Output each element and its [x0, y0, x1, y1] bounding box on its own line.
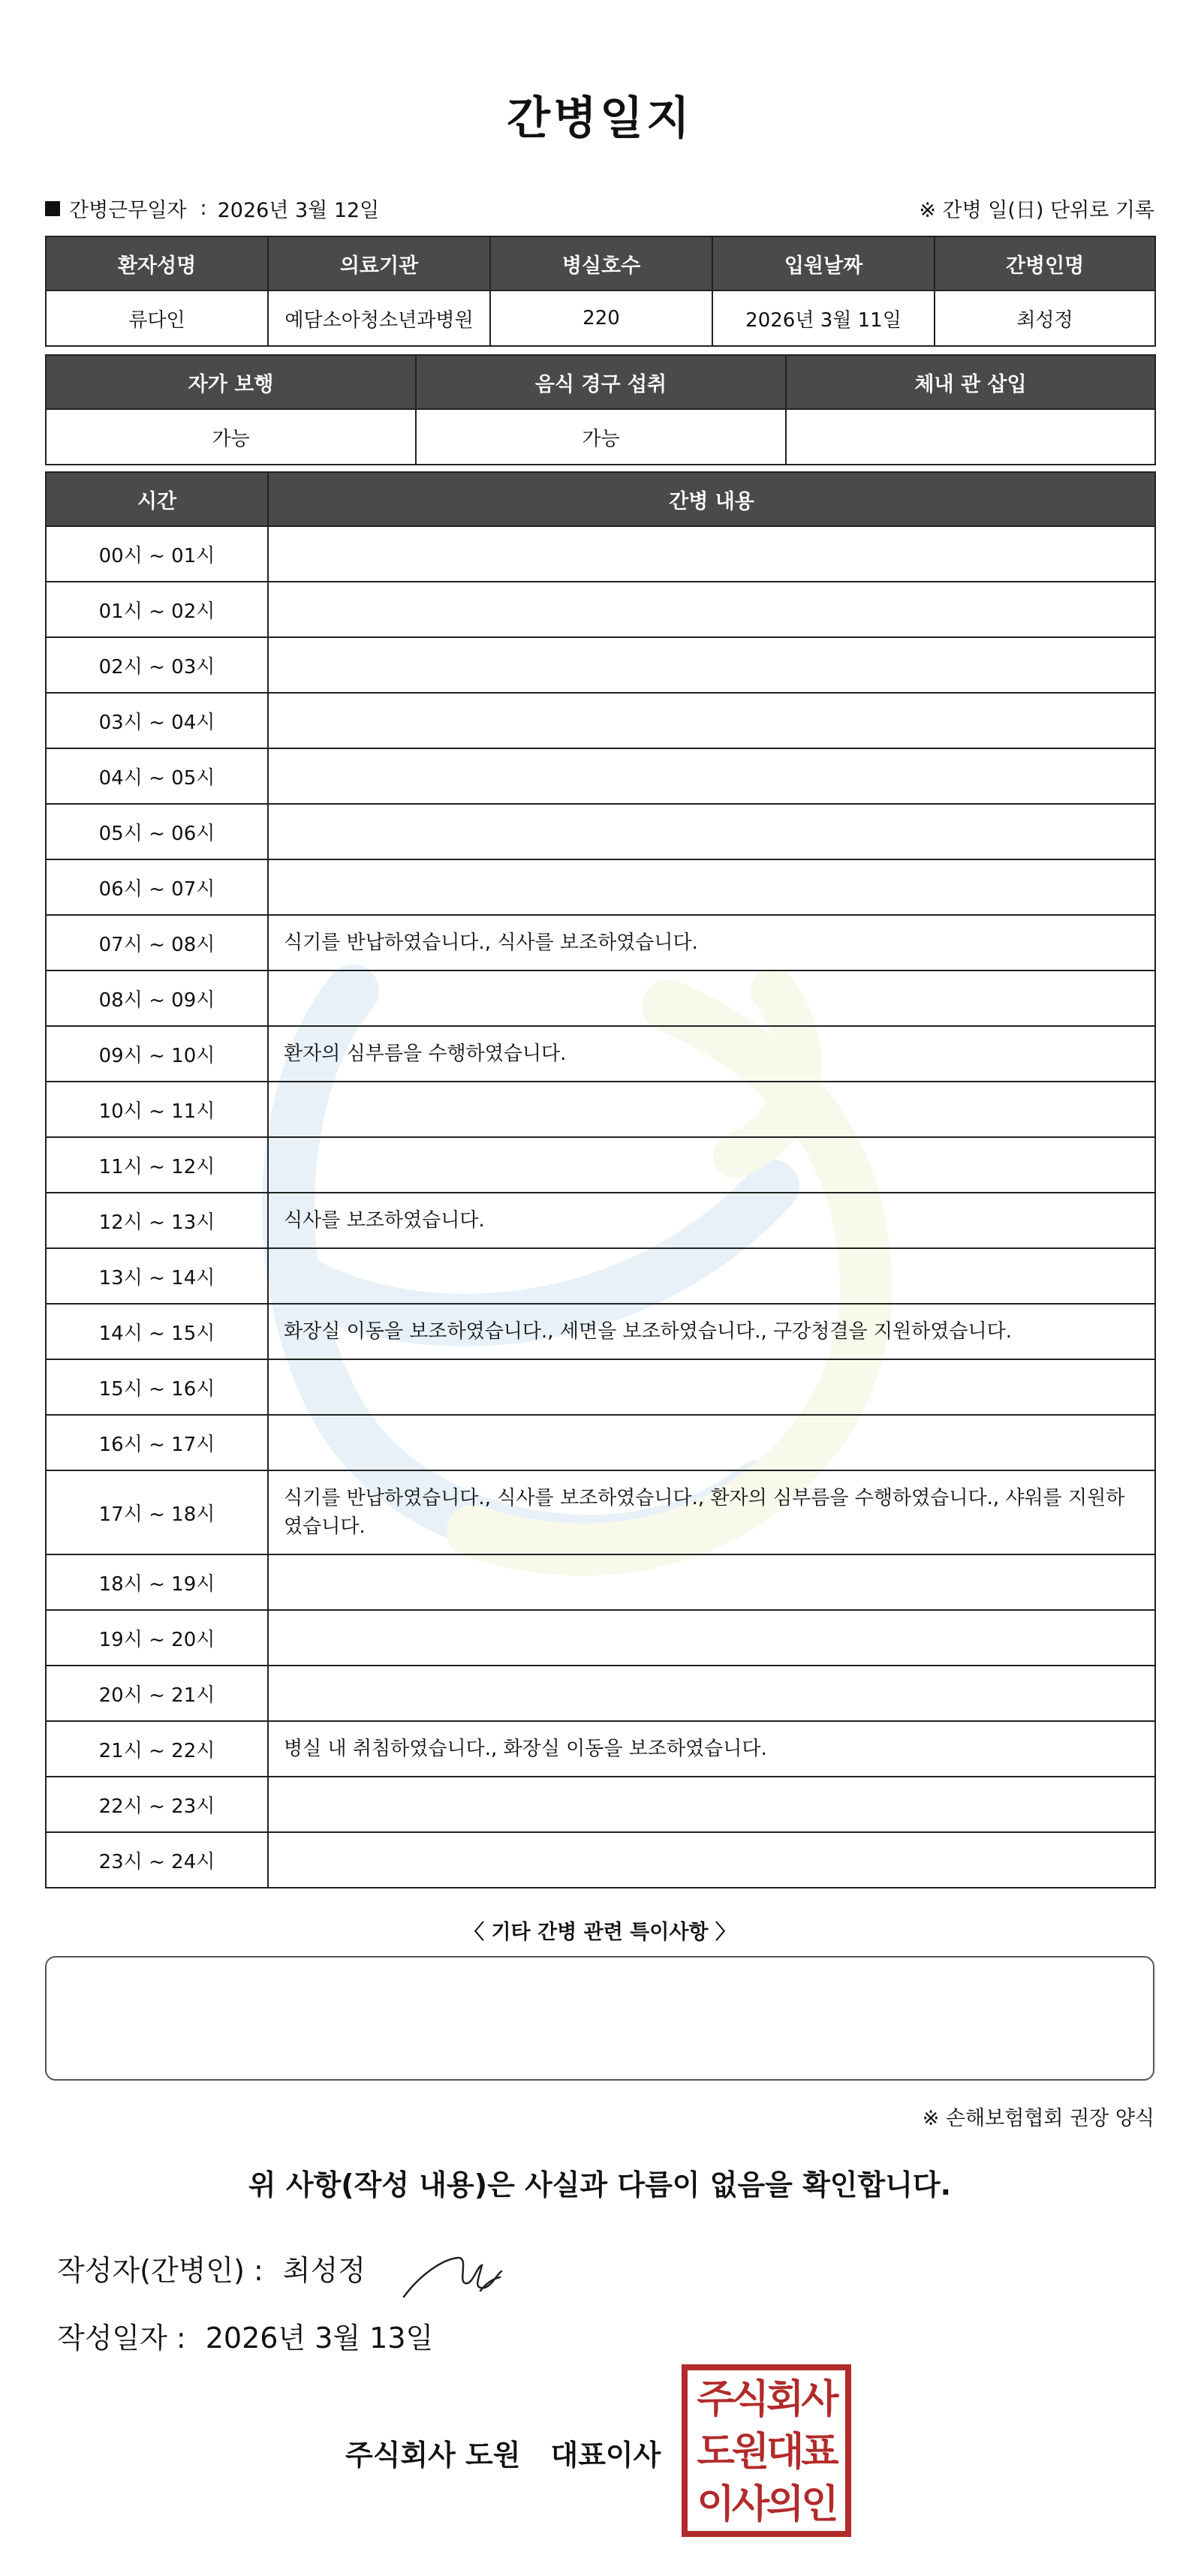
header-admission-date: 입원날짜	[712, 236, 935, 290]
care-log-time: 04시 ~ 05시	[46, 748, 268, 804]
care-log-row	[46, 1082, 1155, 1137]
header-care-content: 간병 내용	[268, 472, 1155, 526]
care-log-row	[46, 693, 1155, 748]
care-log-time: 19시 ~ 20시	[46, 1610, 268, 1666]
oral-intake-value: 가능	[416, 409, 786, 465]
writer-name: 최성정	[282, 2254, 366, 2287]
care-log-content: 식사를 보조하였습니다.	[268, 1193, 1155, 1248]
admission-date: 2026년 3월 11일	[712, 290, 935, 346]
care-log-row	[46, 1470, 1155, 1554]
care-log-time: 13시 ~ 14시	[46, 1248, 268, 1304]
care-log-row	[46, 859, 1155, 915]
care-log-content	[268, 1082, 1155, 1137]
care-log-content	[268, 1610, 1155, 1666]
care-log-time: 00시 ~ 01시	[46, 526, 268, 582]
work-date	[45, 194, 379, 223]
written-date-line	[57, 2315, 433, 2356]
care-log-content	[268, 1666, 1155, 1721]
care-log-row	[46, 526, 1155, 582]
page-title: 간병일지	[507, 92, 693, 145]
room-number: 220	[490, 290, 712, 346]
care-log-time: 05시 ~ 06시	[46, 804, 268, 859]
care-log-content	[268, 1554, 1155, 1610]
seal-line-3: 이사의인	[697, 2481, 836, 2527]
care-log-content	[268, 1359, 1155, 1415]
handwritten-signature	[398, 2244, 510, 2304]
care-log-content	[268, 1415, 1155, 1470]
work-date-value: 2026년 3월 12일	[217, 199, 380, 222]
writer-line	[57, 2247, 366, 2289]
caregiver-name: 최성정	[935, 290, 1155, 346]
care-log-row	[46, 971, 1155, 1026]
care-log-content: 병실 내 취침하였습니다., 화장실 이동을 보조하였습니다.	[268, 1721, 1155, 1777]
written-date-label: 작성일자 :	[57, 2322, 186, 2355]
care-log-row	[46, 748, 1155, 804]
care-log-time: 22시 ~ 23시	[46, 1777, 268, 1832]
hospital-name: 예담소아청소년과병원	[268, 290, 490, 346]
header-caregiver-name: 간병인명	[935, 236, 1155, 290]
company-name: 주식회사 도원	[345, 2439, 521, 2472]
writer-label: 작성자(간병인) :	[57, 2254, 263, 2287]
remarks-title: 〈 기타 간병 관련 특이사항 〉	[464, 1921, 736, 1944]
header-patient-name: 환자성명	[46, 236, 268, 290]
care-log-time: 21시 ~ 22시	[46, 1721, 268, 1777]
care-log-body	[46, 526, 1155, 1888]
care-log-row	[46, 804, 1155, 859]
care-log-row	[46, 1721, 1155, 1777]
company-ceo-title: 대표이사	[550, 2439, 661, 2472]
care-log-time: 11시 ~ 12시	[46, 1137, 268, 1193]
care-log-row	[46, 1248, 1155, 1304]
care-log-row	[46, 1666, 1155, 1721]
form-source-note: ※ 손해보험협회 권장 양식	[922, 2107, 1154, 2130]
care-log-content	[268, 748, 1155, 804]
care-log-content	[268, 859, 1155, 915]
care-log-row	[46, 1415, 1155, 1470]
care-log-time: 17시 ~ 18시	[46, 1470, 268, 1554]
care-log-time: 01시 ~ 02시	[46, 582, 268, 637]
care-log-time: 23시 ~ 24시	[46, 1832, 268, 1888]
header-tube-insertion: 체내 관 삽입	[786, 355, 1155, 409]
work-date-label: 간병근무일자	[69, 199, 187, 222]
care-log-content	[268, 582, 1155, 637]
confirmation-statement: 위 사항(작성 내용)은 사실과 다름이 없음을 확인합니다.	[248, 2168, 952, 2201]
care-log-time: 03시 ~ 04시	[46, 693, 268, 748]
care-log-content	[268, 1832, 1155, 1888]
company-signature	[345, 2432, 661, 2473]
care-log-row	[46, 1359, 1155, 1415]
care-log-content	[268, 1777, 1155, 1832]
care-log-row	[46, 1137, 1155, 1193]
written-date-value: 2026년 3월 13일	[205, 2322, 434, 2355]
header-room-number: 병실호수	[490, 236, 712, 290]
care-log-time: 16시 ~ 17시	[46, 1415, 268, 1470]
care-log-content	[268, 526, 1155, 582]
care-log-content	[268, 1248, 1155, 1304]
square-bullet-icon	[45, 201, 60, 216]
care-log-row	[46, 915, 1155, 971]
care-log-time: 07시 ~ 08시	[46, 915, 268, 971]
patient-name: 류다인	[46, 290, 268, 346]
header-hospital: 의료기관	[268, 236, 490, 290]
seal-line-1: 주식회사	[697, 2376, 836, 2422]
care-log-content: 환자의 심부름을 수행하였습니다.	[268, 1026, 1155, 1082]
care-log-row	[46, 1554, 1155, 1610]
care-log-time: 08시 ~ 09시	[46, 971, 268, 1026]
care-log-content: 화장실 이동을 보조하였습니다., 세면을 보조하였습니다., 구강청결을 지원하였습니다.	[268, 1304, 1155, 1359]
care-log-row	[46, 1832, 1155, 1888]
care-log-time: 09시 ~ 10시	[46, 1026, 268, 1082]
care-log-time: 18시 ~ 19시	[46, 1554, 268, 1610]
seal-line-2: 도원대표	[697, 2429, 836, 2475]
care-log-table	[45, 471, 1156, 1888]
care-log-time: 20시 ~ 21시	[46, 1666, 268, 1721]
care-log-content	[268, 971, 1155, 1026]
company-seal-stamp	[682, 2364, 851, 2537]
care-log-row	[46, 1777, 1155, 1832]
tube-insertion-value	[786, 409, 1155, 465]
care-log-content: 식기를 반납하였습니다., 식사를 보조하였습니다.	[268, 915, 1155, 971]
care-log-content	[268, 637, 1155, 693]
care-log-content	[268, 1137, 1155, 1193]
care-log-time: 15시 ~ 16시	[46, 1359, 268, 1415]
remarks-box	[45, 1956, 1154, 2081]
care-log-time: 06시 ~ 07시	[46, 859, 268, 915]
care-log-time: 12시 ~ 13시	[46, 1193, 268, 1248]
care-log-row	[46, 1193, 1155, 1248]
care-log-time: 10시 ~ 11시	[46, 1082, 268, 1137]
care-log-content	[268, 693, 1155, 748]
header-oral-intake: 음식 경구 섭취	[416, 355, 786, 409]
meta-row	[45, 194, 1154, 224]
care-log-row	[46, 1304, 1155, 1359]
self-walking-value: 가능	[46, 409, 416, 465]
care-log-row	[46, 582, 1155, 637]
care-log-content	[268, 804, 1155, 859]
care-log-time: 02시 ~ 03시	[46, 637, 268, 693]
care-log-time: 14시 ~ 15시	[46, 1304, 268, 1359]
patient-info-table	[45, 236, 1156, 347]
patient-status-table	[45, 354, 1156, 465]
care-log-content: 식기를 반납하였습니다., 식사를 보조하였습니다., 환자의 심부름을 수행하였습니다., 샤워를 지원하였습니다.	[268, 1470, 1155, 1554]
record-note: ※ 간병 일(日) 단위로 기록	[919, 199, 1154, 222]
care-log-row	[46, 1610, 1155, 1666]
work-date-separator: :	[200, 197, 207, 220]
care-log-row	[46, 637, 1155, 693]
header-self-walking: 자가 보행	[46, 355, 416, 409]
care-log-row	[46, 1026, 1155, 1082]
header-time: 시간	[46, 472, 268, 526]
